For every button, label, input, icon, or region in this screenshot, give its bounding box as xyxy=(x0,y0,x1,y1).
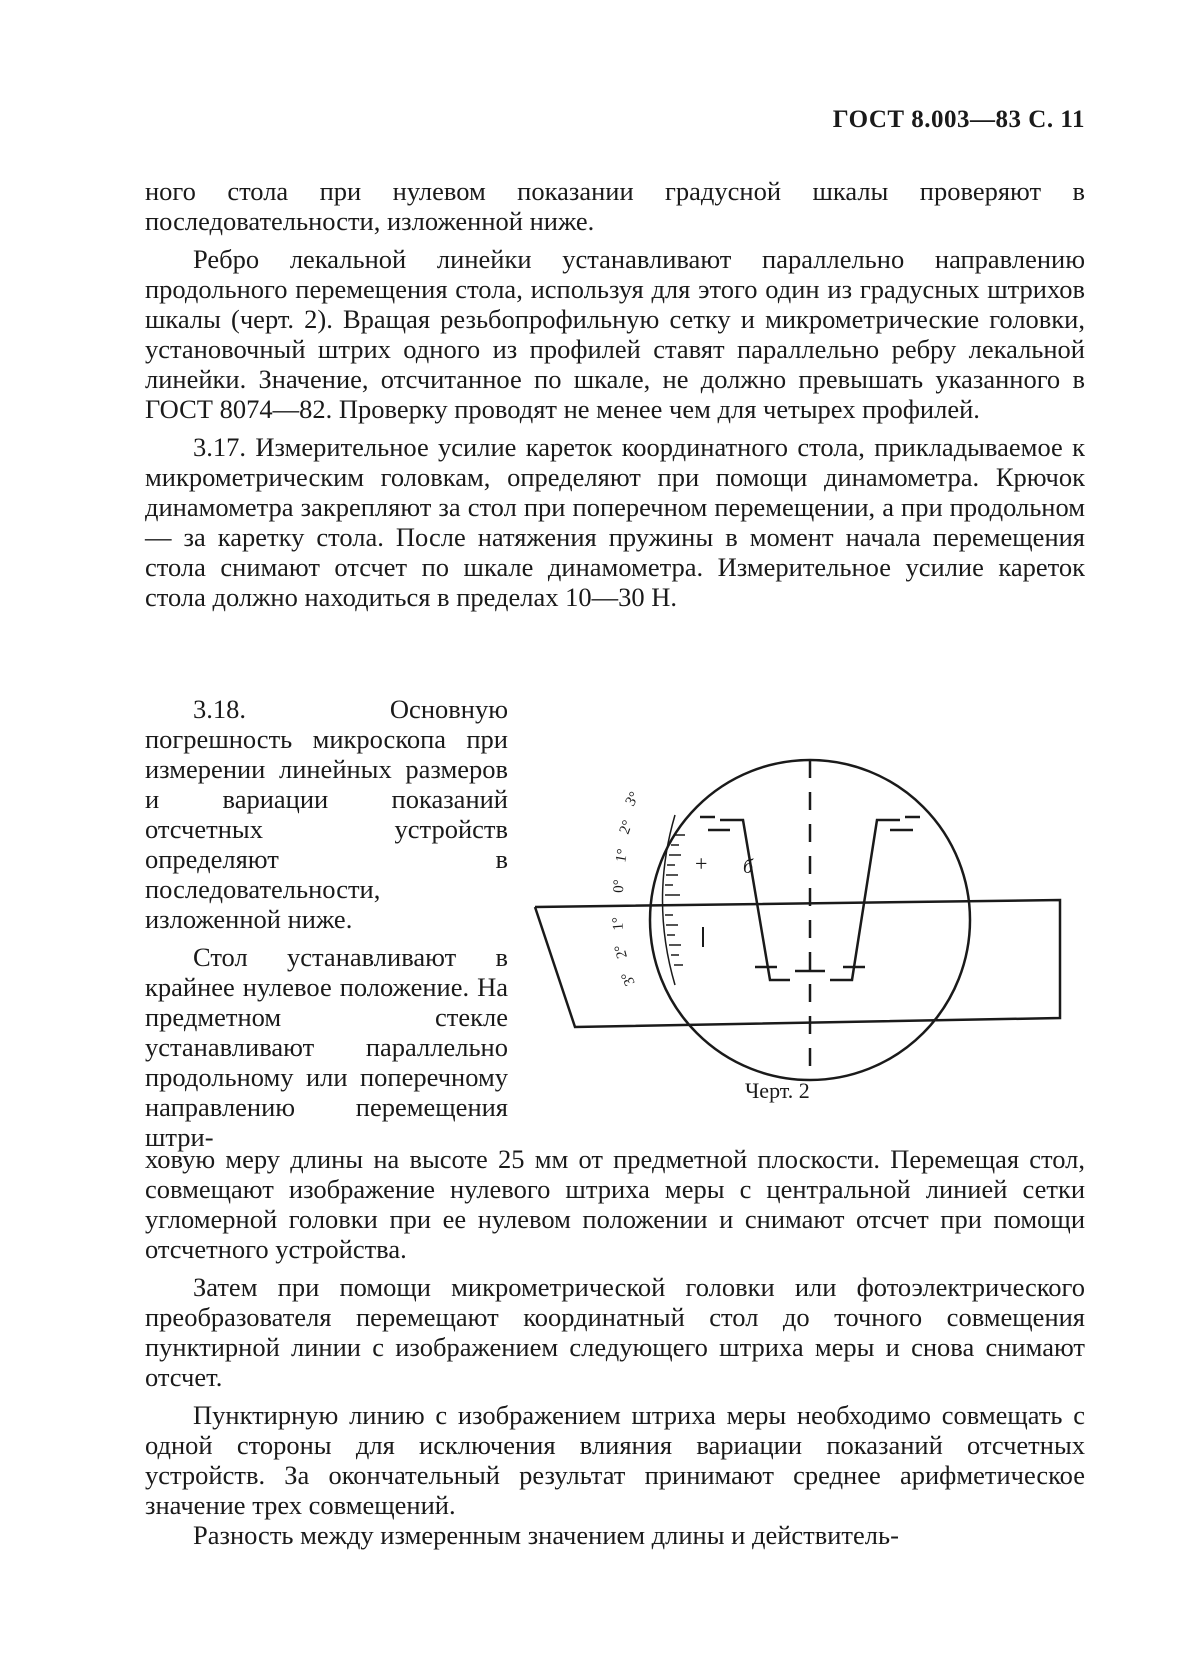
paragraph: ховую меру длины на высоте 25 мм от предметной плоскости. Перемещая стол, совмещают изображение нулевого штриха меры с центральной линией сетки угломерной головки при ее нулевом положении и снимают отсчет при помощи отсчетного устройства. xyxy=(145,1144,1085,1264)
paragraph: Затем при помощи микрометрической головки или фотоэлектрического преобразователя перемещают координатный стол до точного совмещения пунктирной линии с изображением следующего штриха меры и снова снимают отсчет. xyxy=(145,1272,1085,1392)
paragraph: Стол устанавливают в крайнее нулевое положение. На предметном стекле устанавливают параллельно продольному или поперечному направлению перемещения штри- xyxy=(145,942,508,1152)
scale-label-upper: 1° xyxy=(613,847,632,864)
scale-label-upper: 2° xyxy=(616,818,637,837)
figure-2 xyxy=(525,735,1085,1095)
scale-label-upper: 0° xyxy=(611,879,628,894)
page-header: ГОСТ 8.003—83 С. 11 xyxy=(832,106,1085,133)
plus-sign: + xyxy=(695,851,708,876)
paragraph: Пунктирную линию с изображением штриха меры необходимо совмещать с одной стороны для исключения влияния вариации показаний отсчетных устройств. За окончательный результат принимают среднее арифметическое значение трех совмещений. xyxy=(145,1400,1085,1520)
figure-caption: Черт. 2 xyxy=(745,1078,810,1103)
degree-scale xyxy=(663,815,686,985)
text-block-bottom xyxy=(145,1144,1085,1550)
paragraph: ного стола при нулевом показании градусной шкалы проверяют в последовательности, изложенной ниже. xyxy=(145,176,1085,236)
text-block-left-column xyxy=(145,694,508,1152)
scale-label-lower: 2° xyxy=(611,942,631,961)
profile-right xyxy=(830,820,900,980)
label-b: б xyxy=(743,856,754,878)
text-block-top xyxy=(145,176,1085,612)
paragraph-3-18: 3.18. Основную погрешность микроскопа при измерении линейных размеров и вариации показаний отсчетных устройств определяют в последовательности, изложенной ниже. xyxy=(145,694,508,934)
microscope-diagram xyxy=(525,735,1085,1085)
paragraph-3-17: 3.17. Измерительное усилие кареток координатного стола, прикладываемое к микрометрическим головкам, определяют при помощи динамометра. Крючок динамометра закрепляют за стол при поперечном перемещении, а при продольном — за каретку стола. После натяжения пружины в момент начала перемещения стола снимают отсчет по шкале динамометра. Измерительное усилие кареток стола должно находиться в пределах 10—30 Н. xyxy=(145,432,1085,612)
paragraph: Ребро лекальной линейки устанавливают параллельно направлению продольного перемещения стола, используя для этого один из градусных штрихов шкалы (черт. 2). Вращая резьбопрофильную сетку и микрометрические головки, установочный штрих одного из профилей ставят параллельно ребру лекальной линейки. Значение, отсчитанное по шкале, не должно превышать указанного в ГОСТ 8074—82. Проверку проводят не менее чем для четырех профилей. xyxy=(145,244,1085,424)
scale-label-upper: 3° xyxy=(622,789,644,809)
scale-label-lower: 1° xyxy=(609,916,627,932)
paragraph: Разность между измеренным значением длины и действитель- xyxy=(193,1520,899,1550)
scale-label-lower: 3° xyxy=(618,969,639,989)
profile-left xyxy=(720,820,790,980)
